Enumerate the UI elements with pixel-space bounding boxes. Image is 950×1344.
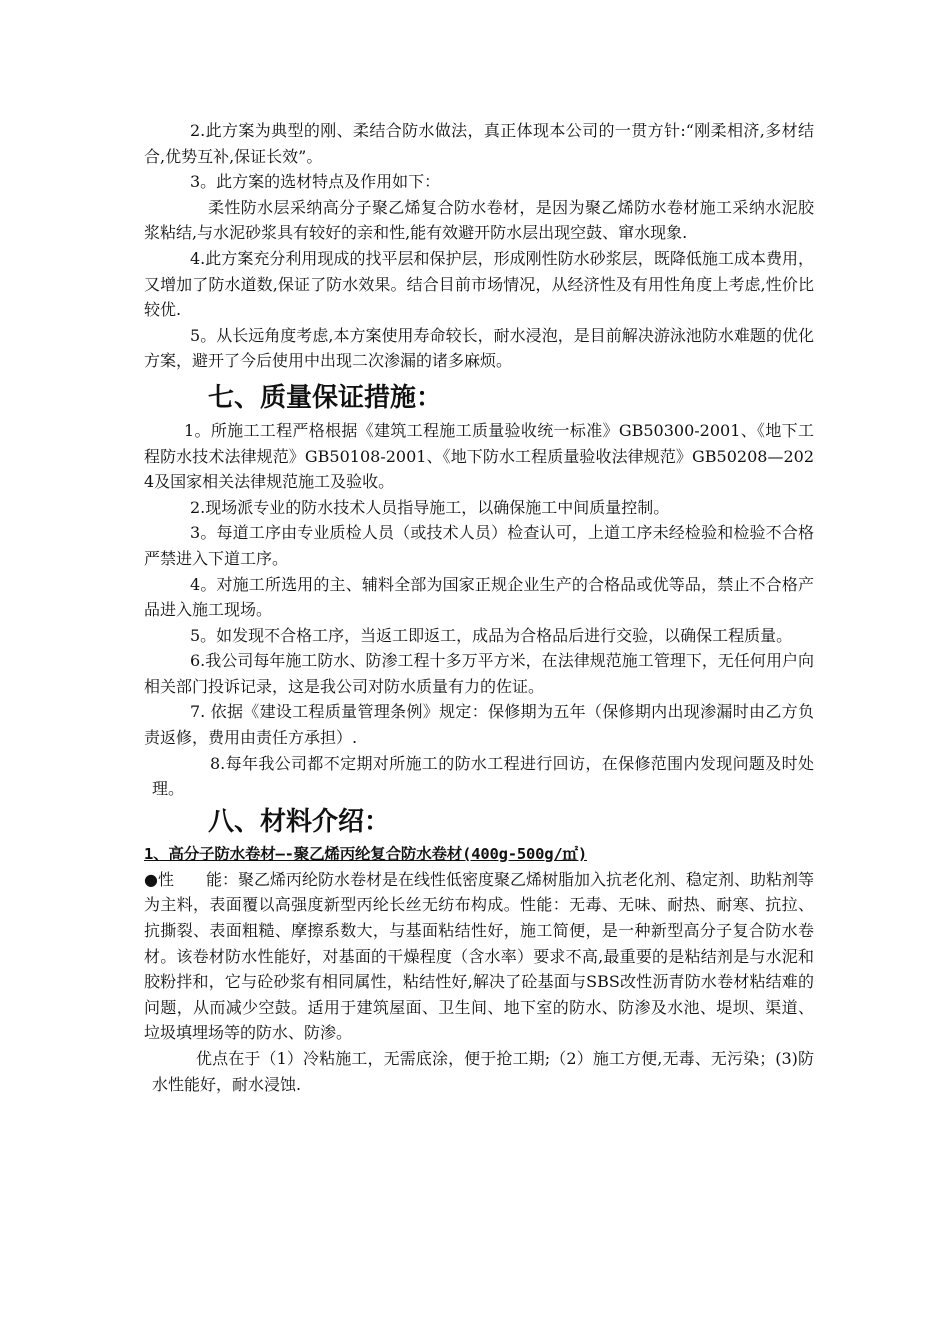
material-title: 1、高分子防水卷材—-聚乙烯丙纶复合防水卷材(400g-500g/㎡) — [144, 844, 587, 863]
paragraph-quality-2: 2.现场派专业的防水技术人员指导施工，以确保施工中间质量控制。 — [190, 497, 670, 517]
paragraph-quality-3: 3。每道工序由专业质检人员（或技术人员）检查认可，上道工序未经检验和检验不合格严禁进入下道工序。 — [144, 523, 814, 568]
paragraph-scheme-2: 2.此方案为典型的刚、柔结合防水做法，真正体现本公司的一贯方针:“刚柔相济,多材结合,优势互补,保证长效”。 — [144, 121, 814, 166]
paragraph-quality-1: 1。所施工工程严格根据《建筑工程施工质量验收统一标准》GB50300-2001、《地下工程防水技术法律规范》GB50108-2001、《地下防水工程质量验收法律规范》GB50208—2024及国家相关法律规范施工及验收。 — [144, 420, 814, 492]
document-page — [144, 118, 814, 1097]
paragraph-quality-7: 7. 依据《建设工程质量管理条例》规定：保修期为五年（保修期内出现渗漏时由乙方负责返修，费用由责任方承担）. — [144, 702, 814, 748]
bullet-icon: ● — [144, 869, 158, 889]
heading-material-intro: 八、材料介绍： — [208, 806, 391, 837]
material-description: 聚乙烯丙纶防水卷材是在线性低密度聚乙烯树脂加入抗老化剂、稳定剂、助粘剂等为主料，表面覆以高强度新型丙纶长丝无纺布构成。性能：无毒、无味、耐热、耐寒、抗拉、抗撕裂、表面粗糙、摩擦系数大，与基面粘结性好，施工简便，是一种新型高分子复合防水卷材。该卷材防水性能好，对基面的干燥程度（含水率）要求不高,最重要的是粘结剂是与水泥和胶粉拌和，它与砼砂浆有相同属性，粘结性好,解决了砼基面与SBS改性沥青防水卷材粘结难的问题，从而减少空鼓。适用于建筑屋面、卫生间、地下室的防水、防渗及水池、堤坝、渠道、垃圾填埋场等的防水、防渗。 — [144, 869, 814, 1043]
paragraph-quality-5: 5。如发现不合格工序，当返工即返工，成品为合格品后进行交验，以确保工程质量。 — [190, 625, 793, 645]
paragraph-quality-8: 8.每年我公司都不定期对所施工的防水工程进行回访，在保修范围内发现问题及时处理。 — [152, 753, 814, 799]
paragraph-quality-6: 6.我公司每年施工防水、防渗工程十多万平方米，在法律规范施工管理下，无任何用户向相关部门投诉记录，这是我公司对防水质量有力的佐证。 — [144, 651, 814, 696]
paragraph-quality-4: 4。对施工所选用的主、辅料全部为国家正规企业生产的合格品或优等品，禁止不合格产品进入施工现场。 — [144, 574, 814, 620]
paragraph-material-performance — [144, 867, 814, 1046]
paragraph-material-advantage: 优点在于（1）冷粘施工，无需底涂，便于抢工期;（2）施工方便,无毒、无污染；(3)防水性能好，耐水浸蚀. — [152, 1049, 814, 1094]
paragraph-scheme-4: 4.此方案充分利用现成的找平层和保护层，形成刚性防水砂浆层，既降低施工成本费用，又增加了防水道数,保证了防水效果。结合目前市场情况，从经济性及有用性角度上考虑,性价比较优. — [144, 248, 814, 320]
paragraph-scheme-3: 3。此方案的选材特点及作用如下： — [190, 172, 441, 192]
material-label: 性 能： — [157, 869, 238, 889]
paragraph-scheme-5: 5。从长远角度考虑,本方案使用寿命较长，耐水浸泡，是目前解决游泳池防水难题的优化方案，避开了今后使用中出现二次渗漏的诸多麻烦。 — [144, 325, 814, 371]
paragraph-flexible-layer: 柔性防水层采纳高分子聚乙烯复合防水卷材，是因为聚乙烯防水卷材施工采纳水泥胶浆粘结,与水泥砂浆具有较好的亲和性,能有效避开防水层出现空鼓、窜水现象. — [144, 197, 814, 243]
heading-quality-assurance: 七、质量保证措施： — [208, 382, 443, 413]
